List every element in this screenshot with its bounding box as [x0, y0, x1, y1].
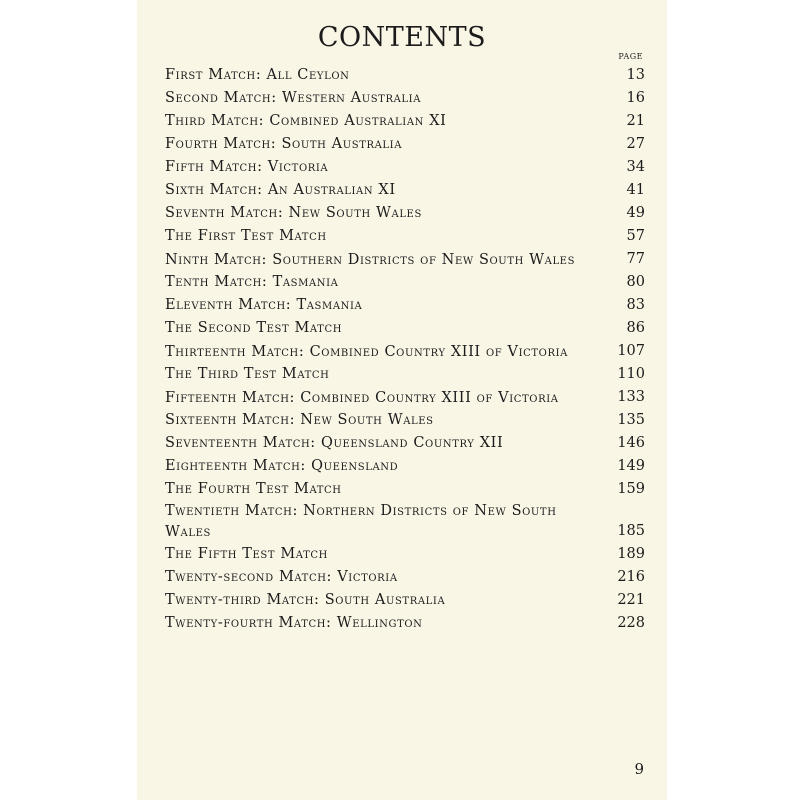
- page-number: 9: [634, 760, 644, 778]
- entry-page: 189: [617, 546, 645, 562]
- entry-page: 80: [626, 274, 645, 290]
- entry-title: Twentieth Match: Northern Districts of New South Wales: [165, 503, 557, 540]
- entry-title: Ninth Match: Southern Districts of New South Wales: [165, 252, 576, 268]
- entry-title: Third Match: Combined Australian XI: [165, 113, 447, 129]
- entry-title: The Fifth Test Match: [165, 546, 328, 562]
- toc-entry: [165, 566, 645, 589]
- book-page: [137, 0, 667, 800]
- entry-title: The Second Test Match: [165, 320, 343, 336]
- entry-page: 34: [626, 159, 645, 175]
- toc-entry: [165, 202, 645, 225]
- entry-page: 83: [626, 297, 645, 313]
- toc-entry: [165, 156, 645, 179]
- entry-page: 49: [626, 205, 645, 221]
- entry-title: Eighteenth Match: Queensland: [165, 458, 399, 474]
- toc-entry: [165, 294, 645, 317]
- toc-entry: [165, 478, 645, 501]
- toc-entry: [165, 612, 645, 635]
- entry-title: Second Match: Western Australia: [165, 90, 422, 106]
- toc-entry: [165, 179, 645, 202]
- entry-page: 27: [626, 136, 645, 152]
- entry-title: Eleventh Match: Tasmania: [165, 297, 363, 313]
- entry-title: Sixteenth Match: New South Wales: [165, 412, 434, 428]
- entry-page: 86: [626, 320, 645, 336]
- entry-title: Seventeenth Match: Queensland Country XII: [165, 435, 504, 451]
- entry-page: 57: [626, 228, 645, 244]
- contents-list: [165, 64, 645, 635]
- entry-page: 77: [626, 251, 645, 267]
- toc-entry: [165, 317, 645, 340]
- entry-page: 13: [626, 67, 645, 83]
- entry-page: 16: [626, 90, 645, 106]
- entry-page: 133: [617, 389, 645, 405]
- entry-page: 107: [617, 343, 645, 359]
- toc-entry: [165, 432, 645, 455]
- entry-title: Thirteenth Match: Combined Country XIII of Victoria: [165, 344, 568, 360]
- toc-entry: [165, 455, 645, 478]
- toc-entry: [165, 363, 645, 386]
- entry-page: 228: [617, 615, 645, 631]
- toc-entry: [165, 110, 645, 133]
- toc-entry: [165, 589, 645, 612]
- entry-page: 135: [617, 412, 645, 428]
- entry-page: 41: [626, 182, 645, 198]
- entry-page: 146: [617, 435, 645, 451]
- entry-page: 159: [617, 481, 645, 497]
- toc-entry: [165, 271, 645, 294]
- entry-title: The Fourth Test Match: [165, 481, 342, 497]
- toc-entry: [165, 501, 645, 543]
- entry-title: Fifteenth Match: Combined Country XIII of Victoria: [165, 390, 559, 406]
- toc-entry: [165, 340, 645, 363]
- entry-page: 149: [617, 458, 645, 474]
- entry-title: Fourth Match: South Australia: [165, 136, 403, 152]
- page-title: CONTENTS: [317, 22, 487, 53]
- toc-entry: [165, 133, 645, 156]
- toc-entry: [165, 248, 645, 271]
- entry-title: Seventh Match: New South Wales: [165, 205, 422, 221]
- entry-title: The Third Test Match: [165, 366, 330, 382]
- entry-page: 221: [617, 592, 645, 608]
- toc-entry: [165, 225, 645, 248]
- entry-title: The First Test Match: [165, 228, 327, 244]
- entry-title: Tenth Match: Tasmania: [165, 274, 339, 290]
- toc-entry: [165, 64, 645, 87]
- entry-title: Twenty-fourth Match: Wellington: [165, 615, 423, 631]
- toc-entry: [165, 386, 645, 409]
- page-column-header: PAGE: [618, 52, 643, 61]
- entry-title: Sixth Match: An Australian XI: [165, 182, 396, 198]
- entry-title: Twenty-third Match: South Australia: [165, 592, 446, 608]
- toc-entry: [165, 543, 645, 566]
- entry-title: Twenty-second Match: Victoria: [165, 569, 398, 585]
- entry-title: Fifth Match: Victoria: [165, 159, 329, 175]
- entry-page: 216: [617, 569, 645, 585]
- entry-page: 110: [617, 366, 645, 382]
- entry-page: 185: [617, 523, 645, 539]
- toc-entry: [165, 87, 645, 110]
- entry-page: 21: [626, 113, 645, 129]
- entry-title: First Match: All Ceylon: [165, 67, 350, 83]
- toc-entry: [165, 409, 645, 432]
